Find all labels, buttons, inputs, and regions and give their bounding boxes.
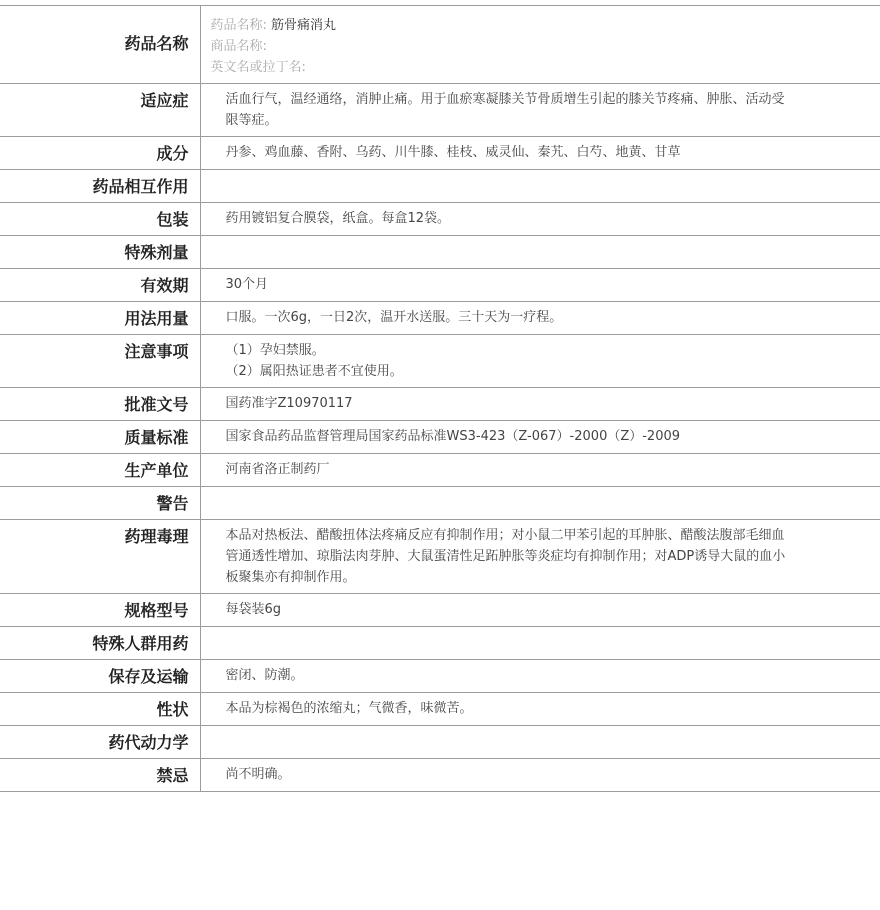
interactions-value (200, 170, 880, 203)
approval-no-value: 国药准字Z10970117 (200, 388, 880, 421)
row-expiry (0, 269, 880, 302)
precaution-item: （1）孕妇禁服。 (225, 343, 325, 358)
generic-name-value: 筋骨痛消丸 (271, 18, 337, 33)
specification-label: 规格型号 (0, 594, 200, 627)
storage-value: 密闭、防潮。 (200, 660, 880, 693)
row-specification (0, 594, 880, 627)
precaution-item: （2）属阳热证患者不宜使用。 (225, 364, 403, 379)
indication-label: 适应症 (0, 84, 200, 137)
special-dosage-label: 特殊剂量 (0, 236, 200, 269)
english-name-line (211, 57, 871, 78)
row-interactions (0, 170, 880, 203)
row-pharmacology (0, 520, 880, 594)
row-pharmacokinetics (0, 726, 880, 759)
row-usage (0, 302, 880, 335)
row-storage (0, 660, 880, 693)
pharmacokinetics-value (200, 726, 880, 759)
expiry-label: 有效期 (0, 269, 200, 302)
pharmacokinetics-label: 药代动力学 (0, 726, 200, 759)
row-drug-name (0, 6, 880, 84)
manufacturer-value: 河南省洛正制药厂 (200, 454, 880, 487)
packaging-value: 药用镀铝复合膜袋，纸盒。每盒12袋。 (200, 203, 880, 236)
trade-name-key: 商品名称: (210, 39, 267, 54)
appearance-value: 本品为棕褐色的浓缩丸；气微香，味微苦。 (200, 693, 880, 726)
usage-label: 用法用量 (0, 302, 200, 335)
interactions-label: 药品相互作用 (0, 170, 200, 203)
storage-label: 保存及运输 (0, 660, 200, 693)
generic-name-line (211, 15, 871, 36)
pharmacology-label: 药理毒理 (0, 520, 200, 594)
trade-name-line (211, 36, 871, 57)
packaging-label: 包装 (0, 203, 200, 236)
drug-name-label: 药品名称 (0, 6, 200, 84)
row-packaging (0, 203, 880, 236)
precautions-value (200, 335, 880, 388)
drug-info-table (0, 5, 880, 792)
row-ingredients (0, 137, 880, 170)
row-special-population (0, 627, 880, 660)
quality-standard-label: 质量标准 (0, 421, 200, 454)
special-dosage-value (200, 236, 880, 269)
row-contraindications (0, 759, 880, 792)
row-manufacturer (0, 454, 880, 487)
ingredients-value: 丹参、鸡血藤、香附、乌药、川牛膝、桂枝、威灵仙、秦艽、白芍、地黄、甘草 (200, 137, 880, 170)
approval-no-label: 批准文号 (0, 388, 200, 421)
row-approval-no (0, 388, 880, 421)
special-population-value (200, 627, 880, 660)
quality-standard-value: 国家食品药品监督管理局国家药品标准WS3-423（Z-067）-2000（Z）-2009 (200, 421, 880, 454)
ingredients-label: 成分 (0, 137, 200, 170)
special-population-label: 特殊人群用药 (0, 627, 200, 660)
row-precautions (0, 335, 880, 388)
usage-value: 口服。一次6g，一日2次，温开水送服。三十天为一疗程。 (200, 302, 880, 335)
generic-name-key: 药品名称: (210, 18, 267, 33)
english-name-key: 英文名或拉丁名: (210, 60, 306, 75)
appearance-label: 性状 (0, 693, 200, 726)
row-warning (0, 487, 880, 520)
expiry-value: 30个月 (200, 269, 880, 302)
drug-name-cell (200, 6, 880, 84)
row-indication (0, 84, 880, 137)
row-special-dosage (0, 236, 880, 269)
pharmacology-value: 本品对热板法、醋酸扭体法疼痛反应有抑制作用；对小鼠二甲苯引起的耳肿胀、醋酸法腹部毛细血管通透性增加、琼脂法肉芽肿、大鼠蛋清性足跖肿胀等炎症均有抑制作用；对ADP诱导大鼠的血小板聚集亦有抑制作用。 (200, 520, 880, 594)
manufacturer-label: 生产单位 (0, 454, 200, 487)
contraindications-label: 禁忌 (0, 759, 200, 792)
indication-value: 活血行气，温经通络，消肿止痛。用于血瘀寒凝膝关节骨质增生引起的膝关节疼痛、肿胀、活动受限等症。 (200, 84, 880, 137)
contraindications-value: 尚不明确。 (200, 759, 880, 792)
row-appearance (0, 693, 880, 726)
specification-value: 每袋装6g (200, 594, 880, 627)
warning-label: 警告 (0, 487, 200, 520)
warning-value (200, 487, 880, 520)
row-quality-standard (0, 421, 880, 454)
precautions-label: 注意事项 (0, 335, 200, 388)
